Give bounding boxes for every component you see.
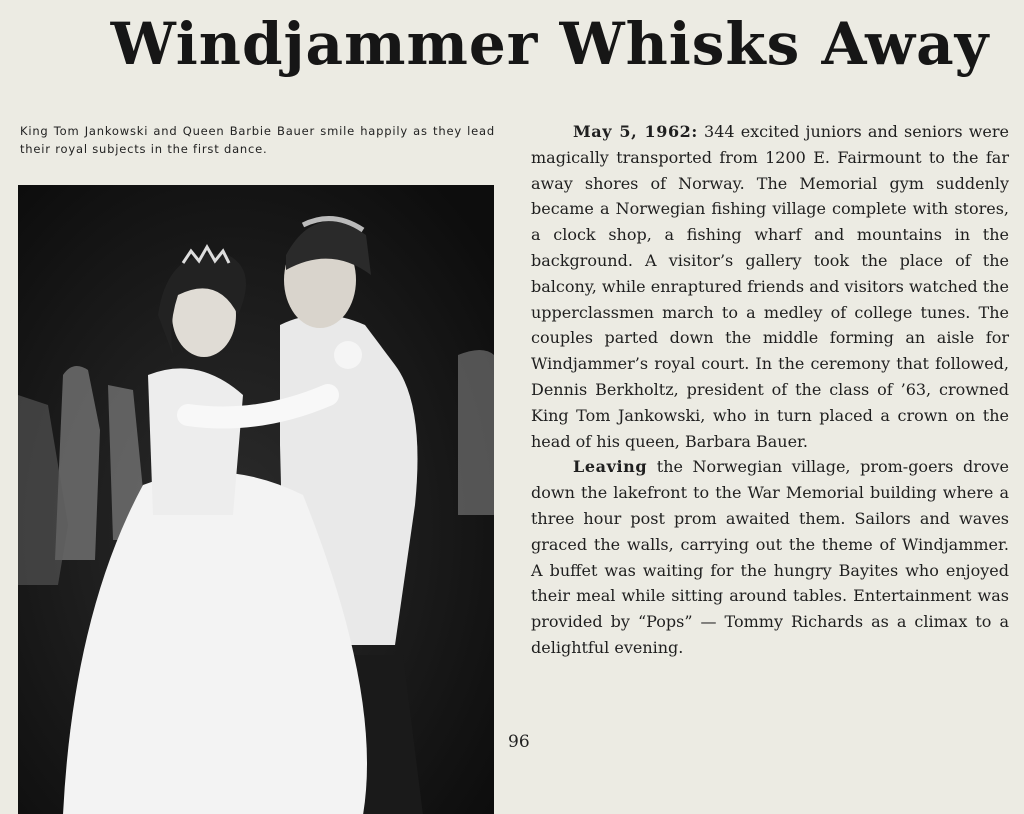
article-paragraph-2-text: the Norwegian village, prom-goers drove down the lakefront to the War Memorial building where a three hour post prom awaited them. Sailors and waves graced the walls, carrying out the theme of Windjammer. A buffet was waiting for the hungry Bayites who enjoyed their meal while sitting around tables. Entertainment was provided by “Pops” — Tommy Richards as a climax to a delightful evening.	[531, 457, 1009, 657]
dance-photo	[18, 185, 494, 814]
article-lead-word: Leaving	[573, 457, 648, 477]
article-body	[531, 119, 1009, 661]
article-paragraph-1	[531, 119, 1009, 454]
page-title: Windjammer Whisks Away	[110, 10, 990, 78]
article-paragraph-1-text: 344 excited juniors and seniors were magically transported from 1200 E. Fairmount to the far away shores of Norway. The Memorial gym suddenly became a Norwegian fishing village complete with stores, a clock shop, a fishing wharf and mountains in the background. A visitor’s gallery took the place of the balcony, while enraptured friends and visitors watched the upperclassmen march to a medley of college tunes. The couples parted down the middle forming an aisle for Windjammer’s royal court. In the ceremony that followed, Dennis Berkholtz, president of the class of ’63, crowned King Tom Jankowski, who in turn placed a crown on the head of his queen, Barbara Bauer.	[531, 122, 1010, 451]
photo-caption: King Tom Jankowski and Queen Barbie Bauer smile happily as they lead their royal subjects in the first dance.	[20, 124, 495, 156]
article-paragraph-2	[531, 454, 1009, 660]
page-number: 96	[508, 732, 530, 752]
article-dateline: May 5, 1962:	[573, 122, 698, 141]
